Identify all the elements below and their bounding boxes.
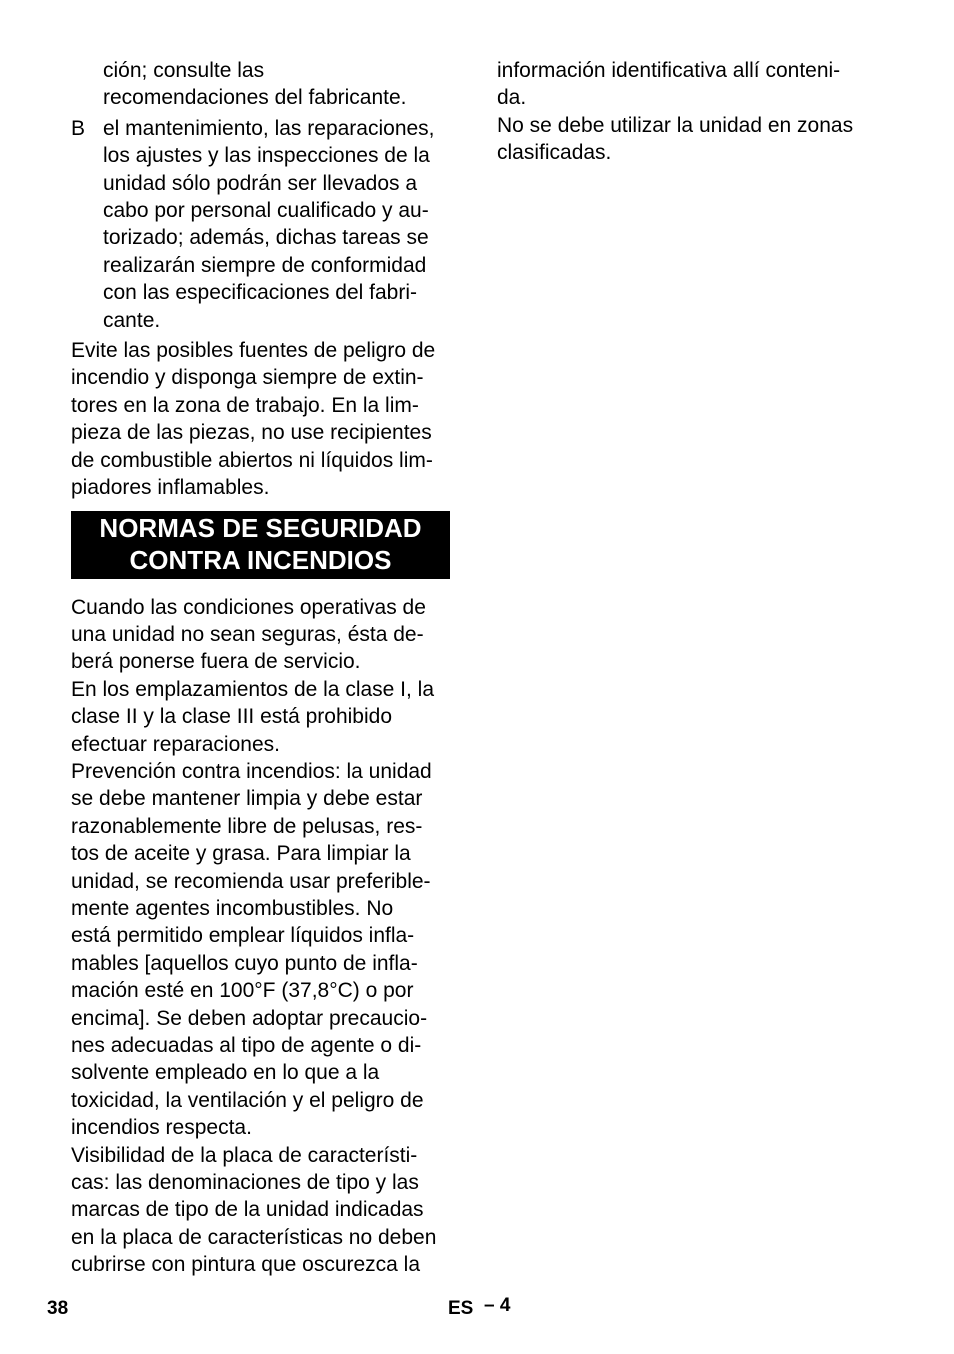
section-heading xyxy=(71,511,450,579)
text-line: información identificativa allí conteni- xyxy=(497,59,841,82)
text-line: En los emplazamientos de la clase I, la xyxy=(71,677,435,701)
continuation-text xyxy=(71,57,463,112)
text-line: mables [aquellos cuyo punto de infla- xyxy=(71,951,418,975)
text-line: No se debe utilizar la unidad en zonas xyxy=(497,113,854,137)
page-number: 38 xyxy=(47,1298,69,1319)
text-line: mente agentes incombustibles. No xyxy=(71,896,394,920)
text-line: en la placa de características no deben xyxy=(71,1225,437,1249)
paragraph-zones xyxy=(497,112,892,167)
text-line: está permitido emplear líquidos infla- xyxy=(71,924,415,948)
paragraph-prevention xyxy=(71,758,463,1142)
text-line: Visibilidad de la placa de característi- xyxy=(71,1143,418,1167)
text-line: mación esté en 100°F (37,8°C) o por xyxy=(71,979,414,1003)
text-line: torizado; además, dichas tareas se xyxy=(103,226,429,250)
text-line: nes adecuadas al tipo de agente o di- xyxy=(71,1034,422,1057)
text-line: marcas de tipo de la unidad indicadas xyxy=(71,1198,424,1222)
text-line: incendios respecta. xyxy=(71,1116,252,1140)
text-line: de combustible abiertos ni líquidos lim- xyxy=(71,448,433,472)
text-line: razonablemente libre de pelusas, res- xyxy=(71,814,423,838)
text-line: clase II y la clase III está prohibido xyxy=(71,705,392,729)
text-line: una unidad no sean seguras, ésta de- xyxy=(71,622,424,646)
text-line: tores en la zona de trabajo. En la lim- xyxy=(71,393,419,417)
text-line: cas: las denominaciones de tipo y las xyxy=(71,1171,419,1195)
text-line: piadores inflamables. xyxy=(71,476,270,500)
paragraph-continuation xyxy=(497,57,892,112)
text-line: cabo por personal cualificado y au- xyxy=(103,199,429,223)
text-line: unidad, se recomienda usar preferible- xyxy=(71,869,431,893)
text-line: encima]. Se deben adoptar precaucio- xyxy=(71,1006,428,1030)
paragraph-locations xyxy=(71,676,463,758)
text-line: con las especificaciones del fabri- xyxy=(103,281,417,305)
text-line: berá ponerse fuera de servicio. xyxy=(71,650,361,674)
bullet-marker: B xyxy=(71,116,86,140)
text-line: Cuando las condiciones operativas de xyxy=(71,595,426,619)
text-line: solvente empleado en lo que a la xyxy=(71,1061,380,1085)
text-line: recomendaciones del fabricante. xyxy=(103,86,407,110)
text-line: unidad sólo podrán ser llevados a xyxy=(103,171,418,195)
text-line: los ajustes y las inspecciones de la xyxy=(103,144,430,168)
text-line: ción; consulte las xyxy=(103,59,265,82)
bullet-item-b xyxy=(71,115,463,334)
language-code: ES xyxy=(448,1298,474,1319)
text-line: cubrirse con pintura que oscurezca la xyxy=(71,1253,421,1277)
text-line: el mantenimiento, las reparaciones, xyxy=(103,116,435,140)
heading-line: NORMAS DE SEGURIDAD xyxy=(99,512,422,543)
paragraph-nameplate xyxy=(71,1142,463,1279)
text-line: tos de aceite y grasa. Para limpiar la xyxy=(71,842,411,866)
text-line: realizarán siempre de conformidad xyxy=(103,253,427,277)
text-line: da. xyxy=(497,86,527,110)
text-line: pieza de las piezas, no use recipientes xyxy=(71,421,432,445)
paragraph-fire-sources xyxy=(71,337,463,501)
heading-line: CONTRA INCENDIOS xyxy=(129,544,392,575)
text-line: Prevención contra incendios: la unidad xyxy=(71,759,432,783)
text-line: se debe mantener limpia y debe estar xyxy=(71,787,423,811)
right-column xyxy=(497,57,892,167)
text-line: clasificadas. xyxy=(497,141,612,165)
text-line: Evite las posibles fuentes de peligro de xyxy=(71,339,436,363)
paragraph-unsafe xyxy=(71,594,463,676)
text-line: toxicidad, la ventilación y el peligro de xyxy=(71,1088,424,1112)
left-column xyxy=(71,57,463,1279)
text-line: incendio y disponga siempre de extin- xyxy=(71,366,424,390)
text-line: efectuar reparaciones. xyxy=(71,732,280,756)
section-page-number: – 4 xyxy=(484,1295,511,1316)
text-line: cante. xyxy=(103,308,161,332)
